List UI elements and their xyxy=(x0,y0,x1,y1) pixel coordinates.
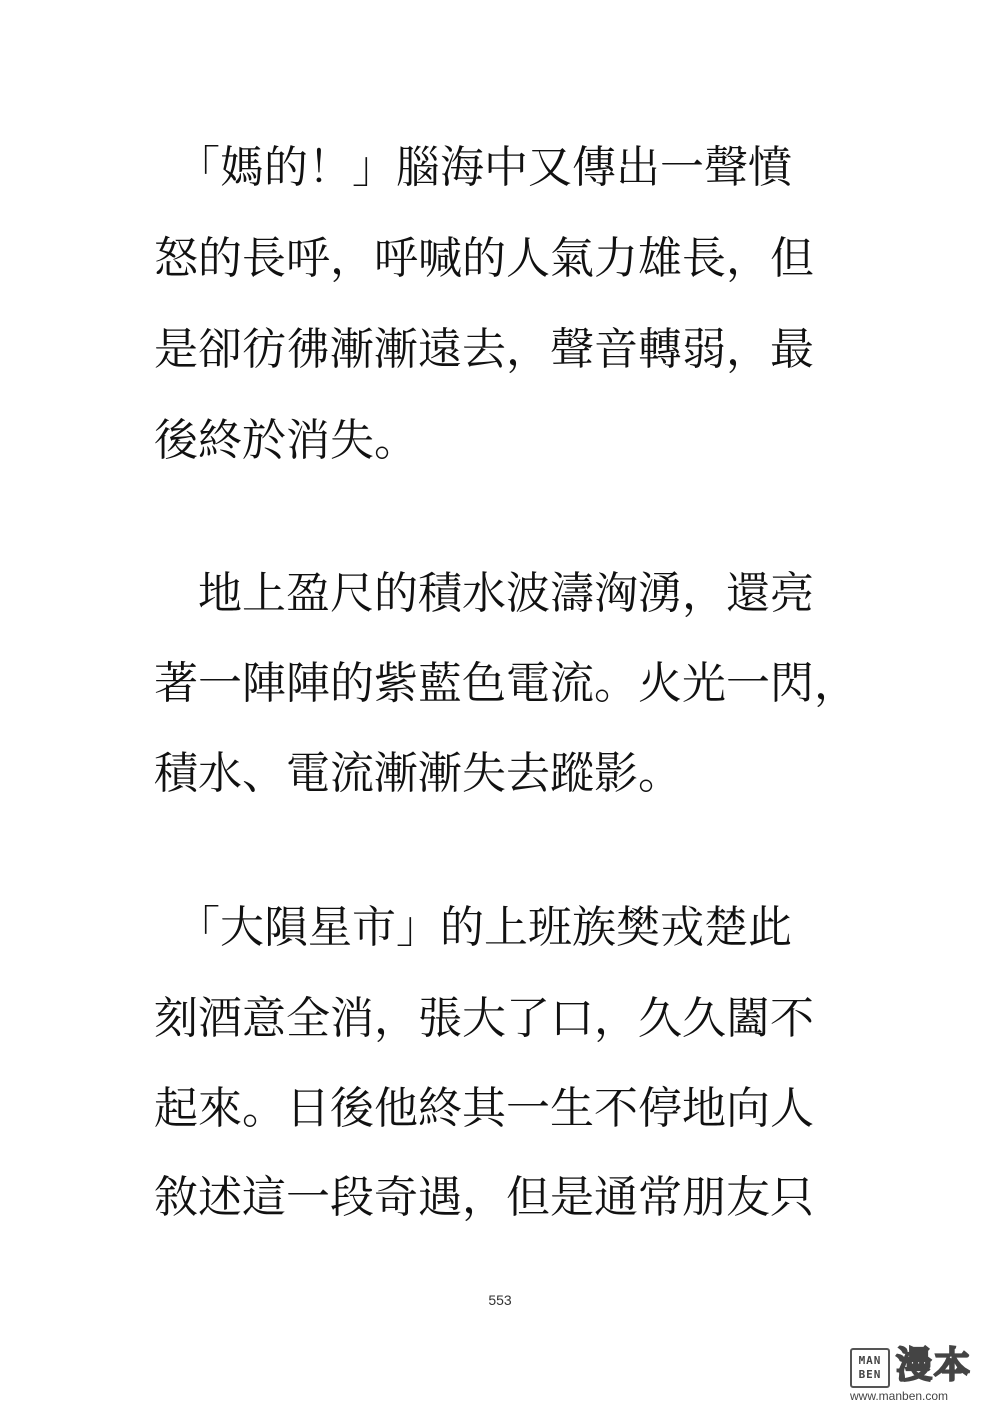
text-line: 後終於消失。 xyxy=(154,415,418,466)
text-line: 地上盈尺的積水波濤洶湧，還亮 xyxy=(154,568,814,619)
watermark-url: www.manben.com xyxy=(850,1389,949,1403)
watermark-logo-text: MAN BEN xyxy=(858,1354,882,1381)
text-line: 著一陣陣的紫藍色電流。火光一閃， xyxy=(154,658,858,709)
watermark-brand: 漫本 xyxy=(896,1345,973,1386)
text-line: 是卻彷彿漸漸遠去，聲音轉弱，最 xyxy=(154,324,814,375)
page-number: 553 xyxy=(488,1292,512,1308)
text-line: 「媽的！」腦海中又傳出一聲憤 xyxy=(154,142,792,193)
text-line: 敘述這一段奇遇，但是通常朋友只 xyxy=(154,1172,814,1223)
watermark-logo-icon xyxy=(850,1348,890,1388)
text-line: 「大隕星市」的上班族樊戎楚此 xyxy=(154,902,792,953)
watermark xyxy=(850,1344,990,1402)
text-line: 起來。日後他終其一生不停地向人 xyxy=(154,1083,814,1134)
text-line: 怒的長呼，呼喊的人氣力雄長，但 xyxy=(154,233,814,284)
text-line: 積水、電流漸漸失去蹤影。 xyxy=(154,748,682,799)
text-line: 刻酒意全消，張大了口，久久闔不 xyxy=(154,993,814,1044)
